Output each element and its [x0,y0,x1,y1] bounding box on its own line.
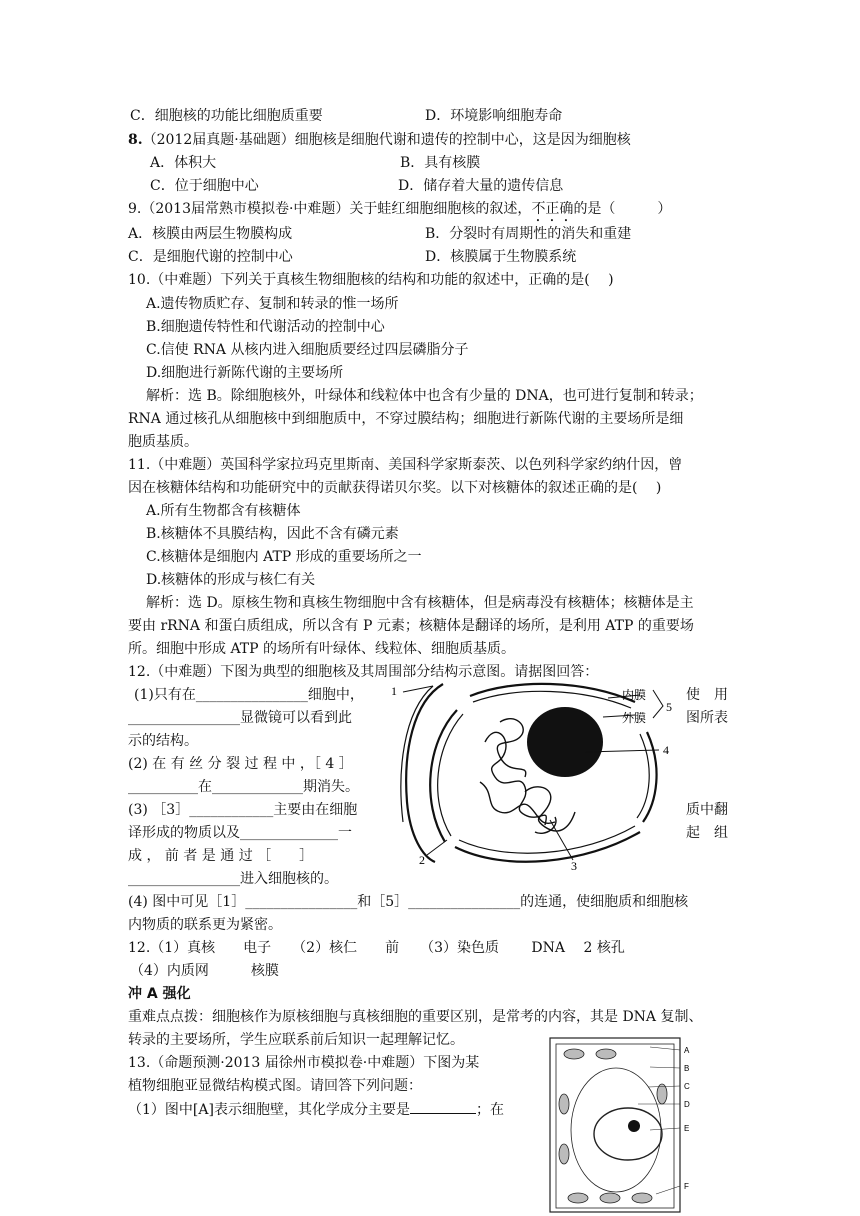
q12-answer-key-1: 12.（1）真核 电子 （2）核仁 前 （3）染色质 DNA 2 核孔 [128,940,625,956]
q12-part3-b: 译形成的物质以及______________一 [128,825,352,841]
q10-option-b: B.细胞遗传特性和代谢活动的控制中心 [146,319,385,335]
q12-part4-b: 内物质的联系更为紧密。 [128,917,282,933]
nucleus-diagram [385,672,685,872]
q8-option-b: B．具有核膜 [400,155,481,171]
q10-stem: 10.（中难题）下列关于真核生物细胞核的结构和功能的叙述中，正确的是( ) [128,272,614,288]
q10-option-a: A.遗传物质贮存、复制和转录的惟一场所 [146,296,399,312]
q12-part4-a: (4) 图中可见［1］________________和［5］________________的连通，使细胞质和细胞核 [128,894,689,910]
label-1: 1 [391,684,397,698]
chloroplast [632,1193,652,1203]
section-tip-2: 转录的主要场所，学生应联系前后知识一起理解记忆。 [128,1032,464,1048]
q8-option-a: A．体积大 [150,155,217,171]
chromatin [497,719,526,777]
q8-number: 8. [128,132,143,148]
er-outer-segment-2 [401,686,433,822]
q10-analysis-1: 解析：选 B。除细胞核外，叶绿体和线粒体中也含有少量的 DNA，也可进行复制和转录； [146,388,703,404]
chloroplast [568,1193,588,1203]
q13-part1-post: ；在 [475,1102,504,1118]
q10-option-c: C.信使 RNA 从核内进入细胞质要经过四层磷脂分子 [146,342,469,358]
q12-part3-right-1: 质中翻 [686,802,728,818]
q11-option-a: A.所有生物都含有核糖体 [146,503,301,519]
label-2: 2 [419,853,425,867]
q12-part1-right-1: 使 用 [686,687,728,703]
q9-stem-post: 的是（ ） [573,201,672,217]
plant-cell-diagram [538,1034,698,1214]
q8-stem-text: （2012届真题·基础题）细胞核是细胞代谢和遗传的控制中心，这是因为细胞核 [142,132,631,148]
label-3: 3 [571,859,577,872]
q8-stem [128,130,631,150]
q12-part3-d: ________________进入细胞核的。 [128,871,338,887]
q9-stem [128,199,671,225]
q8-option-d: D．储存着大量的遗传信息 [398,178,564,194]
cell-membrane [556,1044,674,1208]
q8-option-c: C．位于细胞中心 [150,178,259,194]
nuclear-membrane-right-inner [637,734,649,818]
chloroplast [564,1049,584,1059]
chloroplast [600,1193,620,1203]
label-f: F [684,1182,689,1191]
chloroplast [657,1084,667,1104]
label-e: E [684,1124,690,1133]
q9-option-b: B．分裂时有周期性的消失和重建 [425,226,632,242]
q12-answer-key-2: （4）内质网 核膜 [130,963,279,979]
q13-stem-2: 植物细胞亚显微结构模式图。请回答下列问题： [128,1078,422,1094]
q13-part1 [128,1099,504,1120]
q12-part1-a: (1)只有在________________细胞中， [134,687,364,703]
q11-analysis-1: 解析：选 D。原核生物和真核生物细胞中含有核糖体，但是病毒没有核糖体；核糖体是主 [146,595,694,611]
q12-stem: 12.（中难题）下图为典型的细胞核及其周围部分结构示意图。请据图回答： [128,664,599,680]
q11-option-b: B.核糖体不具膜结构，因此不含有磷元素 [146,526,399,542]
q9-option-d: D．核膜属于生物膜系统 [425,249,577,265]
er-outer-segment [406,684,443,862]
q10-analysis-2: RNA 通过核孔从细胞核中到细胞质中，不穿过膜结构；细胞进行新陈代谢的主要场所是细 [128,411,684,427]
section-tip-1: 重难点点拨：细胞核作为原核细胞与真核细胞的重要区别，是常考的内容，其是 DNA 复制、 [128,1009,703,1025]
label-a: A [684,1046,690,1055]
q10-analysis-3: 胞质基质。 [128,434,198,450]
label-outer-membrane: 外膜 [622,711,647,725]
section-title: 冲 A 强化 [128,986,191,1002]
label-4: 4 [663,743,669,757]
q13-stem-1: 13.（命题预测·2013 届徐州市模拟卷·中难题）下图为某 [128,1055,480,1071]
q11-option-d: D.核糖体的形成与核仁有关 [146,572,316,588]
q9-option-a: A．核膜由两层生物膜构成 [128,226,293,242]
q11-analysis-3: 所。细胞中形成 ATP 的场所有叶绿体、线粒体、细胞质基质。 [128,641,516,657]
q11-option-c: C.核糖体是细胞内 ATP 形成的重要场所之一 [146,549,422,565]
chloroplast [596,1049,616,1059]
label-b: B [684,1064,690,1073]
q12-part1-b: ________________显微镜可以看到此 [128,710,352,726]
label-d: D [684,1100,690,1109]
q12-part2-a: (2) 在 有 丝 分 裂 过 程 中 ，［ 4 ］ [128,756,353,772]
label-c: C [684,1082,690,1091]
q11-analysis-2: 要由 rRNA 和蛋白质组成，所以含有 P 元素；核糖体是翻译的场所，是利用 ATP 的重要场 [128,618,694,634]
nuclear-membrane-inner [473,691,631,708]
q13-blank [410,1099,476,1114]
chloroplast [559,1144,569,1164]
q12-part3-right-2: 起 组 [686,825,728,841]
q13-part1-pre: （1）图中[A]表示细胞壁，其化学成分主要是 [128,1102,410,1118]
vacuole [571,1068,661,1192]
nucleolus [628,1120,640,1132]
q12-part3-c: 成 ， 前 者 是 通 过 ［ ］ [128,848,314,864]
q9-option-c: C．是细胞代谢的控制中心 [128,249,293,265]
nucleolus [527,707,603,777]
nuclear-membrane-bottom [455,832,640,862]
q7-option-d: D．环境影响细胞寿命 [425,108,563,124]
q12-part2-b: __________在_____________期消失。 [128,779,359,795]
q11-stem-2: 因在核糖体结构和功能研究中的贡献获得诺贝尔奖。以下对核糖体的叙述正确的是( ) [128,480,662,496]
chloroplast [559,1094,569,1114]
nuclear-membrane-outer [470,684,635,702]
q10-option-d: D.细胞进行新陈代谢的主要场所 [146,365,344,381]
q9-stem-pre: 9.（2013届常熟市模拟卷·中难题）关于蛙红细胞细胞核的叙述， [128,201,532,217]
q12-part1-c: 示的结构。 [128,733,198,749]
q7-option-c: C．细胞核的功能比细胞质重要 [130,108,323,124]
q11-stem-1: 11.（中难题）英国科学家拉玛克里斯南、美国科学家斯泰茨、以色列科学家约纳什因，曾 [128,457,683,473]
q9-stem-emphasis: 不正确 [531,201,574,217]
label-inner-membrane: 内膜 [622,688,647,702]
nuclear-membrane-bottom-inner [459,826,635,853]
label-5: 5 [666,700,672,714]
q12-part1-right-2: 图所表 [686,710,728,726]
q12-part3-a: (3) ［3］____________主要由在细胞 [128,802,358,818]
nucleus [594,1108,662,1160]
